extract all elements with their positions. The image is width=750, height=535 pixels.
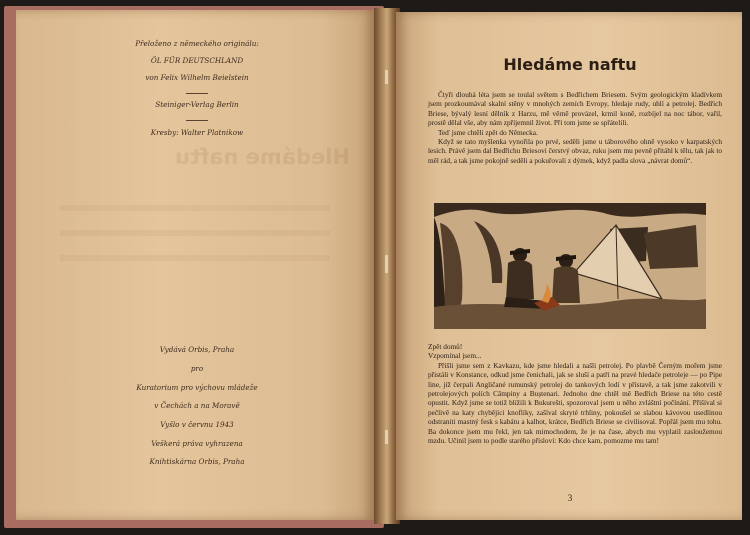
binding-thread	[385, 430, 388, 444]
original-author: von Felix Wilhelm Beielstein	[145, 73, 249, 82]
binding-thread	[385, 70, 388, 84]
imprint-line: pro	[190, 364, 204, 373]
imprint-line: v Čechách a na Moravě	[154, 401, 240, 410]
imprint-line: Vydává Orbis, Praha	[159, 345, 235, 354]
body-text-bottom	[428, 342, 722, 445]
imprint-line: Vyšlo v červnu 1943	[160, 420, 234, 429]
imprint-line: Knihtiskárna Orbis, Praha	[149, 457, 245, 466]
divider	[186, 120, 208, 121]
paragraph: Zpět domů!	[428, 342, 463, 351]
paragraph: Vzpomínal jsem...	[428, 351, 482, 361]
companion-body	[552, 266, 580, 303]
chapter-title: Hledáme naftu	[503, 55, 637, 74]
bleed-through-text	[60, 230, 330, 236]
binding-thread	[385, 255, 388, 273]
divider	[186, 93, 208, 94]
paragraph: Teď jsme chtěli zpět do Německa.	[438, 127, 538, 137]
body-text-top	[428, 90, 722, 165]
illustrator-credit: Kresby: Walter Platnikow	[150, 128, 244, 137]
paragraph: Čtyři dlouhá léta jsem se toulal světem s Bedřichem Briesem. Svým geologickým kladívkem jsem prozkoumával skalní stěny v mnohých zemích Evropy, hledaje rudy, uhlí a petrolej. Bedřich Briese, bývalý lesní dělník z Harzu, mě věrně provázel, krmil koně, rozbíjel na noc tábor, vařil, prostě dělal vše, aby nám zpříjemnil život. Při tom jsme se spřátelili.	[428, 90, 722, 128]
bleed-through-title: Hledáme naftu	[175, 145, 350, 169]
imprint-line: Veškerá práva vyhrazena	[151, 439, 243, 448]
paragraph: Když se tato myšlenka vynořila po prvé, seděli jsme u táborového ohně vysoko v karpatských lesích. Právě jsem dal Bedřichu Briesovi čerstvý obvaz, ruku jsem mu pevně přitáhl k tělu, tak jak to měl rád, a tak jsme pokojně seděli a pokuřovali z dýmek, když padla slova „návrat domů“.	[428, 137, 722, 165]
imprint-line: Kuratorium pro výchovu mládeže	[136, 383, 258, 392]
page-number: 3	[567, 493, 573, 503]
bleed-through-text	[60, 205, 330, 211]
campfire-illustration	[434, 203, 706, 329]
paragraph: Přišli jsme sem z Kavkazu, kde jsme hledali a našli petrolej. Po plavbě Černým mořem jsme přistáli v Konstance, odkud jsme čenichali, jak se sluší a patří na pravé hledače petroleje — po Pipe line, jíž čerpali Angličané rumunský petrolej do tankových lodí v přístavě, a tak jsme zakotvili v petrolejových polích Câmpiny a Buștenari. Jednoho dne chtěl mě Bedřich Briese na této cestě opustit. Když jsme se totiž blížili k Bukurešti, spozoroval jsem u něho zvláštní počínání. Přišíval si pečlivě na katy chybějící knoflíky, zašíval skryté trhliny, pokoušel se slabou kávovou usedlinou odstraniti mastný fesk s kabátu a kalhot, krátce, Bedřich Briese se civilisoval. Popřál jsem mu tohu. Ba dokonce jsem mu řekl, jen tak mimochodem, že je na čase, abych mu vyplatil zasloužemou mzdu. Učinil jsem to podle starého přísloví: Kdo chce kam, pomozme mu tam!	[428, 360, 722, 446]
original-title: ÖL FÜR DEUTSCHLAND	[150, 56, 244, 65]
bleed-through-text	[60, 255, 330, 261]
man-body	[506, 260, 534, 301]
translation-note: Přeloženo z německého originálu:	[135, 39, 259, 48]
original-publisher: Steiniger-Verlag Berlin	[155, 100, 239, 109]
